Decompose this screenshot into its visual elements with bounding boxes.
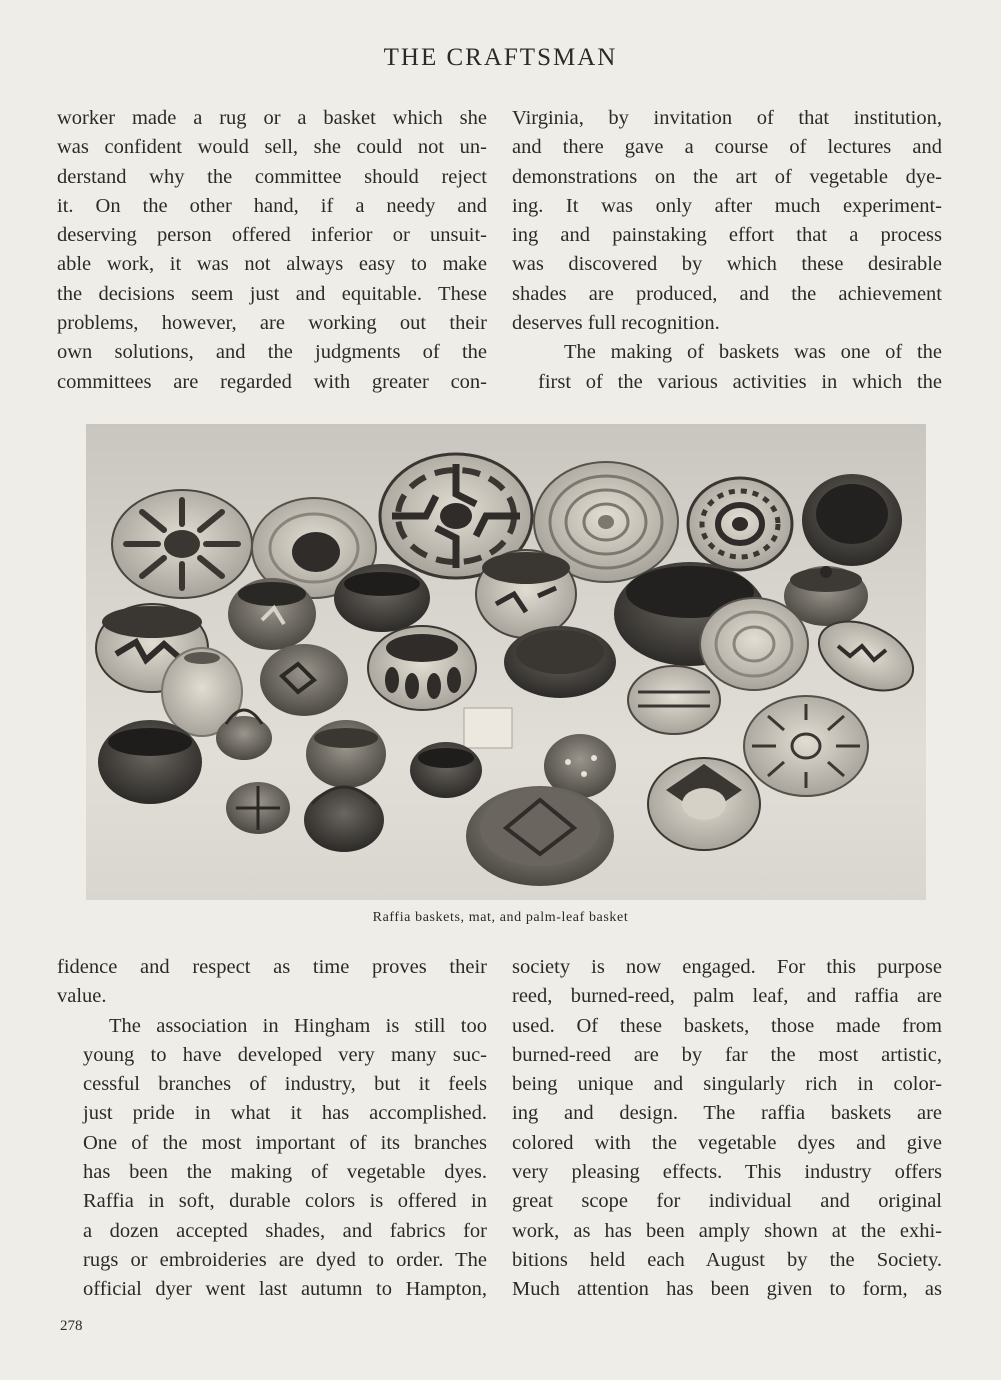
text-line: shades are produced, and the achievement bbox=[512, 282, 942, 305]
running-title: THE CRAFTSMAN bbox=[383, 44, 618, 71]
text-line: Virginia, by invitation of that institution, bbox=[512, 107, 942, 129]
small-round-basket bbox=[226, 782, 290, 834]
text-line: ing and painstaking effort that a process bbox=[512, 224, 942, 247]
text-line: just pride in what it has accomplished. bbox=[83, 1102, 487, 1125]
text-line: was confident would sell, she could not un- bbox=[57, 136, 487, 159]
bowl-basket-dark-back bbox=[802, 474, 902, 566]
paragraph-top-left bbox=[57, 104, 487, 397]
text-line: great scope for individual and original bbox=[512, 1190, 942, 1213]
bowl-basket-front-dark bbox=[98, 720, 202, 804]
bowl-basket-bird-pattern bbox=[476, 550, 576, 638]
text-line: bitions held each August by the Society. bbox=[512, 1248, 942, 1271]
bowl-basket-leaf-pattern bbox=[368, 626, 476, 710]
text-line: One of the most important of its branches bbox=[83, 1131, 487, 1154]
bowl-basket-dark-round bbox=[334, 564, 430, 632]
text-line: deserves full recognition. bbox=[512, 312, 720, 335]
text-line: young to have developed very many suc- bbox=[83, 1043, 487, 1066]
text-line: work, as has been amply shown at the exhi- bbox=[512, 1219, 942, 1242]
text-line: value. bbox=[57, 985, 107, 1008]
bowl-basket-checker bbox=[648, 758, 760, 850]
column-bottom-left bbox=[57, 953, 487, 1305]
text-line: worker made a rug or a basket which she bbox=[57, 107, 487, 129]
text-line: society is now engaged. For this purpose bbox=[512, 956, 942, 978]
text-line: ing and design. The raffia baskets are bbox=[512, 1102, 942, 1125]
text-line: and there gave a course of lectures and bbox=[512, 136, 942, 159]
baskets-photograph bbox=[86, 424, 926, 900]
tray-basket-striped bbox=[628, 666, 720, 734]
text-line: very pleasing effects. This industry offers bbox=[512, 1161, 942, 1184]
paragraph-fidence bbox=[57, 953, 487, 1012]
text-line: derstand why the committee should reject bbox=[57, 165, 487, 188]
text-line: burned-reed are by far the most artistic, bbox=[512, 1043, 942, 1066]
text-line: reed, burned-reed, palm leaf, and raffia are bbox=[512, 985, 942, 1008]
paragraph-society-engaged bbox=[512, 953, 942, 1305]
paragraph-making-baskets bbox=[512, 338, 942, 397]
text-line: fidence and respect as time proves their bbox=[57, 956, 487, 978]
column-top-left bbox=[57, 104, 487, 397]
text-line: official dyer went last autumn to Hampton, bbox=[83, 1278, 487, 1301]
text-line: rugs or embroideries are dyed to order. The bbox=[83, 1248, 487, 1271]
text-line: it. On the other hand, if a needy and bbox=[57, 194, 487, 217]
bowl-basket-small-dark bbox=[410, 742, 482, 798]
paragraph-association-hingham bbox=[57, 1012, 487, 1305]
palm-leaf-block bbox=[464, 708, 512, 748]
text-line: ing. It was only after much experiment- bbox=[512, 194, 942, 217]
page-number: 278 bbox=[60, 1318, 83, 1334]
plate-basket-coiled-right bbox=[700, 598, 808, 690]
text-line: a dozen accepted shades, and fabrics for bbox=[83, 1219, 487, 1242]
text-line: was discovered by which these desirable bbox=[512, 253, 942, 276]
column-top-right bbox=[512, 104, 942, 397]
text-line: problems, however, are working out their bbox=[57, 312, 487, 335]
text-line: committees are regarded with greater con- bbox=[57, 370, 487, 393]
tray-basket-dark bbox=[504, 626, 616, 698]
bowl-basket-diamond bbox=[260, 644, 348, 716]
text-line: being unique and singularly rich in color- bbox=[512, 1073, 942, 1096]
text-line: colored with the vegetable dyes and give bbox=[512, 1131, 942, 1154]
baskets-illustration bbox=[86, 424, 926, 900]
text-line: cessful branches of industry, but it feels bbox=[83, 1073, 487, 1096]
plate-basket-star bbox=[112, 490, 252, 598]
figure-caption: Raffia baskets, mat, and palm-leaf basket bbox=[372, 910, 629, 925]
text-line: able work, it was not always easy to make bbox=[57, 253, 487, 276]
text-line: deserving person offered inferior or unsuit- bbox=[57, 224, 487, 247]
mat-radial-pattern bbox=[744, 696, 868, 796]
text-line: Raffia in soft, durable colors is offered in bbox=[83, 1190, 487, 1213]
text-line: has been the making of vegetable dyes. bbox=[83, 1161, 487, 1184]
text-line: Much attention has been given to form, as bbox=[512, 1278, 942, 1301]
text-line: demonstrations on the art of vegetable dye- bbox=[512, 165, 942, 188]
bowl-basket-rabbit bbox=[228, 578, 316, 650]
plate-basket-target bbox=[688, 478, 792, 570]
text-line: The making of baskets was one of the bbox=[564, 341, 942, 364]
handle-basket-dark bbox=[304, 787, 384, 852]
text-line: used. Of these baskets, those made from bbox=[512, 1014, 942, 1037]
text-line: own solutions, and the judgments of the bbox=[57, 341, 487, 364]
text-line: the decisions seem just and equitable. These bbox=[57, 282, 487, 305]
tray-basket-large-front bbox=[466, 786, 614, 886]
paragraph-vegetable-dyeing bbox=[512, 104, 942, 338]
text-line: The association in Hingham is still too bbox=[109, 1014, 487, 1037]
bowl-basket-textured bbox=[306, 720, 386, 788]
column-bottom-right bbox=[512, 953, 942, 1305]
text-line: first of the various activities in which the bbox=[538, 370, 942, 393]
